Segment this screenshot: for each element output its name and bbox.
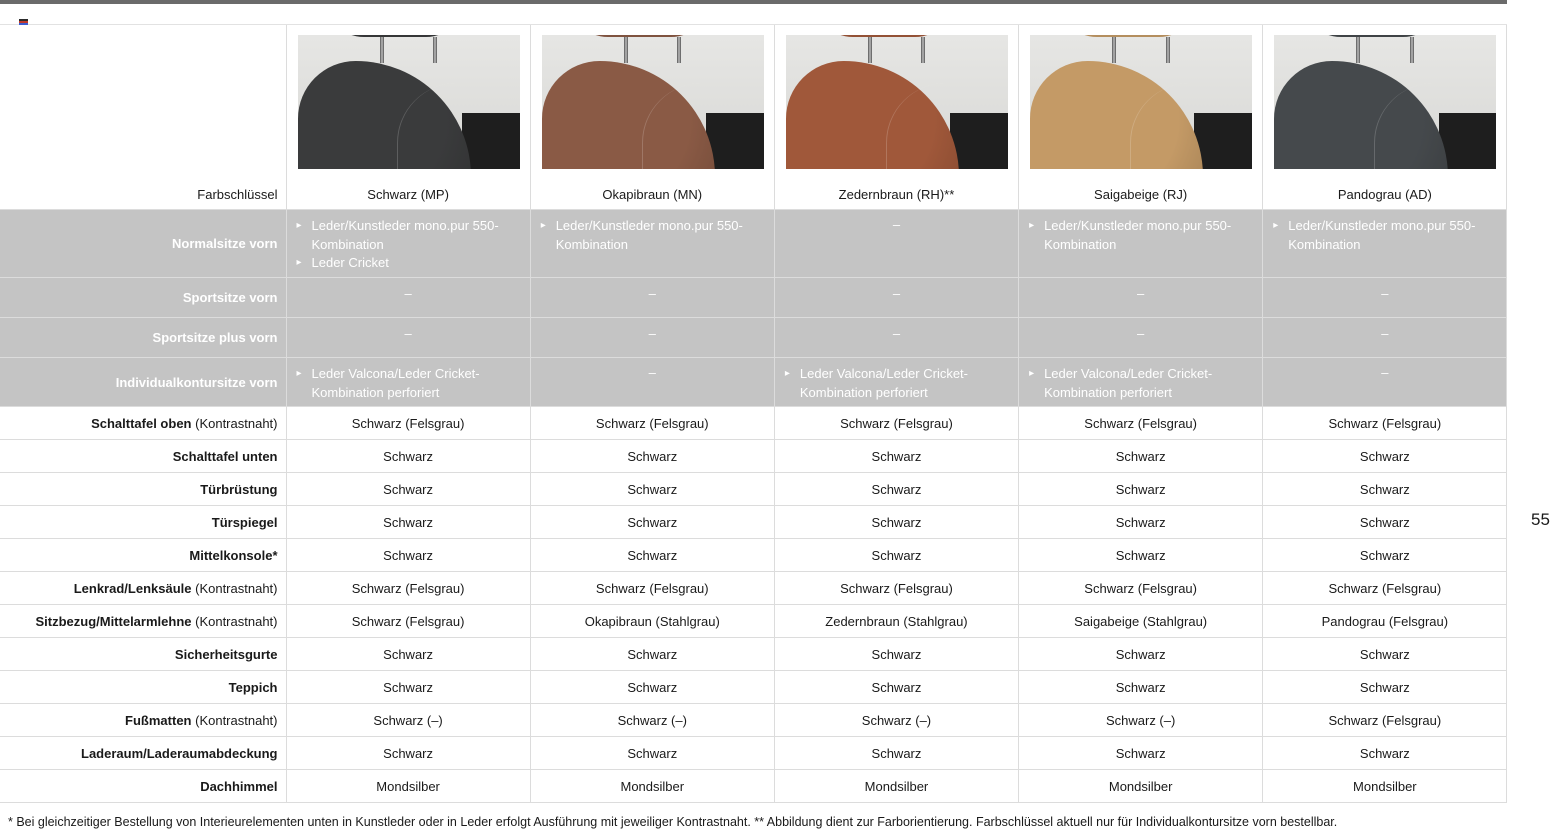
seat-swatch-image bbox=[786, 35, 1008, 169]
seat-row bbox=[0, 358, 1507, 407]
detail-value-cell: Schwarz bbox=[1019, 440, 1263, 473]
color-option-cell bbox=[1263, 25, 1507, 210]
detail-value-cell: Schwarz bbox=[530, 671, 774, 704]
detail-row-label bbox=[0, 506, 286, 539]
detail-value-cell: Schwarz bbox=[286, 539, 530, 572]
seat-row-label: Sportsitze vorn bbox=[0, 278, 286, 318]
detail-value-cell: Schwarz bbox=[1263, 638, 1507, 671]
detail-row bbox=[0, 506, 1507, 539]
detail-row bbox=[0, 737, 1507, 770]
detail-value-cell: Schwarz (Felsgrau) bbox=[286, 605, 530, 638]
headrest-rod bbox=[1410, 37, 1414, 63]
color-option-cell bbox=[286, 25, 530, 210]
detail-label-suffix: (Kontrastnaht) bbox=[191, 415, 278, 431]
detail-value-cell: Schwarz bbox=[286, 671, 530, 704]
detail-label-bold: Laderaum/Laderaumabdeckung bbox=[81, 745, 278, 761]
color-option-cell bbox=[1019, 25, 1263, 210]
detail-row bbox=[0, 605, 1507, 638]
detail-value-cell: Schwarz bbox=[1019, 737, 1263, 770]
detail-value-cell: Schwarz bbox=[286, 473, 530, 506]
detail-label-bold: Türbrüstung bbox=[200, 481, 278, 497]
detail-value-cell: Schwarz (Felsgrau) bbox=[286, 572, 530, 605]
detail-label-bold: Sicherheitsgurte bbox=[174, 646, 278, 662]
detail-value-cell: Schwarz bbox=[286, 506, 530, 539]
seat-headrest bbox=[324, 35, 466, 37]
not-available-cell: – bbox=[1263, 358, 1507, 407]
seat-shadow bbox=[950, 113, 1008, 169]
detail-value-cell: Schwarz bbox=[774, 440, 1018, 473]
not-available-cell: – bbox=[1263, 318, 1507, 358]
detail-label-bold: Türspiegel bbox=[211, 514, 278, 530]
detail-label-suffix: (Kontrastnaht) bbox=[191, 712, 278, 728]
detail-row-label bbox=[0, 473, 286, 506]
top-bar bbox=[0, 0, 1507, 4]
detail-value-cell: Schwarz bbox=[1019, 506, 1263, 539]
detail-label-bold: Lenkrad/Lenksäule bbox=[73, 580, 192, 596]
detail-value-cell: Schwarz (Felsgrau) bbox=[530, 572, 774, 605]
detail-label-bold: Sitzbezug/Mittelarmlehne bbox=[35, 613, 192, 629]
seat-swatch-image bbox=[542, 35, 764, 169]
detail-value-cell: Schwarz (Felsgrau) bbox=[1019, 407, 1263, 440]
detail-value-cell: Schwarz (Felsgrau) bbox=[1263, 572, 1507, 605]
detail-value-cell: Schwarz (–) bbox=[1019, 704, 1263, 737]
detail-value-cell: Schwarz (–) bbox=[774, 704, 1018, 737]
detail-value-cell: Schwarz (–) bbox=[530, 704, 774, 737]
seat-option-cell bbox=[1019, 210, 1263, 278]
detail-row bbox=[0, 473, 1507, 506]
detail-value-cell: Schwarz bbox=[530, 638, 774, 671]
headrest-rod bbox=[868, 37, 872, 63]
not-available-cell: – bbox=[530, 278, 774, 318]
detail-row bbox=[0, 638, 1507, 671]
footnote: * Bei gleichzeitiger Bestellung von Interieurelementen unten in Kunstleder oder in Leder erfolgt Ausführung mit jeweiliger Kontrastnaht. ** Abbildung dient zur Farborientierung. Farbschlüssel aktuell nur für Individualkontursitze vorn bestellbar. bbox=[8, 815, 1338, 829]
not-available-cell: – bbox=[530, 318, 774, 358]
not-available-cell: – bbox=[530, 358, 774, 407]
detail-value-cell: Schwarz bbox=[286, 638, 530, 671]
detail-value-cell: Mondsilber bbox=[286, 770, 530, 803]
detail-value-cell: Mondsilber bbox=[774, 770, 1018, 803]
not-available-cell: – bbox=[1019, 278, 1263, 318]
detail-label-bold: Schalttafel oben bbox=[91, 415, 192, 431]
seat-option-cell bbox=[1019, 358, 1263, 407]
color-option-name: Zedernbraun (RH)** bbox=[838, 187, 955, 202]
headrest-rod bbox=[1112, 37, 1116, 63]
color-key-label: Farbschlüssel bbox=[0, 25, 286, 210]
detail-value-cell: Schwarz (–) bbox=[286, 704, 530, 737]
seat-headrest bbox=[1057, 35, 1199, 37]
detail-value-cell: Schwarz bbox=[530, 737, 774, 770]
seat-headrest bbox=[568, 35, 710, 37]
detail-label-bold: Mittelkonsole* bbox=[189, 547, 278, 563]
seat-option-cell bbox=[286, 358, 530, 407]
detail-value-cell: Schwarz bbox=[774, 638, 1018, 671]
seat-option-item: ▸ Leder/Kunstleder mono.pur 550-Kombination bbox=[541, 217, 766, 254]
detail-value-cell: Mondsilber bbox=[1263, 770, 1507, 803]
detail-value-cell: Schwarz bbox=[286, 737, 530, 770]
headrest-rod bbox=[624, 37, 628, 63]
detail-label-bold: Fußmatten bbox=[125, 712, 192, 728]
seat-option-cell bbox=[530, 210, 774, 278]
headrest-rod bbox=[1166, 37, 1170, 63]
color-option-cell bbox=[774, 25, 1018, 210]
detail-label-suffix: (Kontrastnaht) bbox=[191, 580, 278, 596]
seat-row bbox=[0, 278, 1507, 318]
detail-value-cell: Schwarz bbox=[530, 539, 774, 572]
detail-value-cell: Schwarz bbox=[1019, 539, 1263, 572]
interior-color-table bbox=[0, 25, 1507, 803]
seat-swatch-image bbox=[1030, 35, 1252, 169]
not-available-cell: – bbox=[774, 210, 1018, 278]
detail-row-label bbox=[0, 605, 286, 638]
not-available-cell: – bbox=[286, 318, 530, 358]
detail-label-bold: Schalttafel unten bbox=[172, 448, 278, 464]
headrest-rod bbox=[677, 37, 681, 63]
detail-value-cell: Schwarz (Felsgrau) bbox=[774, 407, 1018, 440]
detail-row bbox=[0, 539, 1507, 572]
detail-row-label bbox=[0, 539, 286, 572]
seat-headrest bbox=[1301, 35, 1443, 37]
not-available-cell: – bbox=[774, 318, 1018, 358]
not-available-cell: – bbox=[1263, 278, 1507, 318]
detail-value-cell: Schwarz (Felsgrau) bbox=[1263, 704, 1507, 737]
detail-value-cell: Zedernbraun (Stahlgrau) bbox=[774, 605, 1018, 638]
detail-value-cell: Schwarz bbox=[1019, 671, 1263, 704]
color-option-name: Okapibraun (MN) bbox=[602, 187, 703, 202]
detail-value-cell: Schwarz bbox=[286, 440, 530, 473]
seat-option-item: ▸ Leder Valcona/Leder Cricket-Kombination perforiert bbox=[785, 365, 1010, 402]
not-available-cell: – bbox=[774, 278, 1018, 318]
seat-option-item: ▸ Leder/Kunstleder mono.pur 550-Kombination bbox=[297, 217, 522, 254]
detail-value-cell: Schwarz bbox=[774, 539, 1018, 572]
seat-swatch-image bbox=[298, 35, 520, 169]
detail-value-cell: Schwarz bbox=[1263, 440, 1507, 473]
detail-row bbox=[0, 704, 1507, 737]
color-option-name: Pandograu (AD) bbox=[1337, 187, 1432, 202]
seat-row-label: Sportsitze plus vorn bbox=[0, 318, 286, 358]
detail-value-cell: Schwarz bbox=[774, 737, 1018, 770]
detail-label-suffix: (Kontrastnaht) bbox=[191, 613, 278, 629]
seat-row-label: Individualkontursitze vorn bbox=[0, 358, 286, 407]
seat-option-item: ▸ Leder Valcona/Leder Cricket-Kombination perforiert bbox=[1029, 365, 1254, 402]
seat-option-item: ▸ Leder Valcona/Leder Cricket-Kombination perforiert bbox=[297, 365, 522, 402]
detail-value-cell: Schwarz bbox=[1263, 671, 1507, 704]
detail-row-label bbox=[0, 572, 286, 605]
detail-row-label bbox=[0, 671, 286, 704]
detail-row bbox=[0, 407, 1507, 440]
detail-value-cell: Schwarz bbox=[774, 506, 1018, 539]
detail-value-cell: Schwarz (Felsgrau) bbox=[286, 407, 530, 440]
seat-option-item: ▸ Leder/Kunstleder mono.pur 550-Kombination bbox=[1029, 217, 1254, 254]
detail-value-cell: Schwarz bbox=[530, 506, 774, 539]
seat-shadow bbox=[706, 113, 764, 169]
detail-value-cell: Schwarz bbox=[774, 473, 1018, 506]
detail-row-label bbox=[0, 770, 286, 803]
detail-value-cell: Schwarz bbox=[774, 671, 1018, 704]
detail-value-cell: Schwarz (Felsgrau) bbox=[1263, 407, 1507, 440]
detail-value-cell: Schwarz (Felsgrau) bbox=[774, 572, 1018, 605]
detail-value-cell: Mondsilber bbox=[1019, 770, 1263, 803]
detail-label-bold: Teppich bbox=[228, 679, 278, 695]
seat-shadow bbox=[1194, 113, 1252, 169]
seat-row bbox=[0, 318, 1507, 358]
headrest-rod bbox=[1356, 37, 1360, 63]
page-number: 55 bbox=[1531, 510, 1550, 529]
seat-row bbox=[0, 210, 1507, 278]
not-available-cell: – bbox=[1019, 318, 1263, 358]
detail-value-cell: Schwarz bbox=[530, 473, 774, 506]
detail-value-cell: Schwarz (Felsgrau) bbox=[530, 407, 774, 440]
detail-value-cell: Schwarz bbox=[1263, 539, 1507, 572]
headrest-rod bbox=[433, 37, 437, 63]
color-option-name: Schwarz (MP) bbox=[367, 187, 449, 202]
color-key-row bbox=[0, 25, 1507, 210]
headrest-rod bbox=[380, 37, 384, 63]
detail-value-cell: Schwarz bbox=[1019, 473, 1263, 506]
detail-row-label bbox=[0, 638, 286, 671]
not-available-cell: – bbox=[286, 278, 530, 318]
detail-value-cell: Saigabeige (Stahlgrau) bbox=[1019, 605, 1263, 638]
seat-shadow bbox=[1439, 113, 1497, 169]
detail-row bbox=[0, 440, 1507, 473]
detail-row-label bbox=[0, 737, 286, 770]
detail-value-cell: Schwarz bbox=[1019, 638, 1263, 671]
detail-label-bold: Dachhimmel bbox=[200, 778, 278, 794]
detail-row bbox=[0, 671, 1507, 704]
seat-option-cell bbox=[774, 358, 1018, 407]
detail-row-label bbox=[0, 704, 286, 737]
detail-row bbox=[0, 572, 1507, 605]
seat-headrest bbox=[813, 35, 955, 37]
detail-value-cell: Pandograu (Felsgrau) bbox=[1263, 605, 1507, 638]
seat-row-label: Normalsitze vorn bbox=[0, 210, 286, 278]
color-option-cell bbox=[530, 25, 774, 210]
seat-shadow bbox=[462, 113, 520, 169]
headrest-rod bbox=[921, 37, 925, 63]
seat-swatch-image bbox=[1274, 35, 1496, 169]
detail-value-cell: Schwarz bbox=[1263, 506, 1507, 539]
detail-value-cell: Schwarz (Felsgrau) bbox=[1019, 572, 1263, 605]
seat-option-cell bbox=[1263, 210, 1507, 278]
detail-row bbox=[0, 770, 1507, 803]
detail-row-label bbox=[0, 407, 286, 440]
detail-value-cell: Schwarz bbox=[530, 440, 774, 473]
seat-option-item: ▸ Leder Cricket bbox=[297, 254, 522, 273]
detail-value-cell: Schwarz bbox=[1263, 473, 1507, 506]
detail-value-cell: Mondsilber bbox=[530, 770, 774, 803]
seat-option-cell bbox=[286, 210, 530, 278]
color-option-name: Saigabeige (RJ) bbox=[1094, 187, 1188, 202]
detail-value-cell: Schwarz bbox=[1263, 737, 1507, 770]
seat-option-item: ▸ Leder/Kunstleder mono.pur 550-Kombination bbox=[1273, 217, 1498, 254]
detail-row-label bbox=[0, 440, 286, 473]
detail-value-cell: Okapibraun (Stahlgrau) bbox=[530, 605, 774, 638]
